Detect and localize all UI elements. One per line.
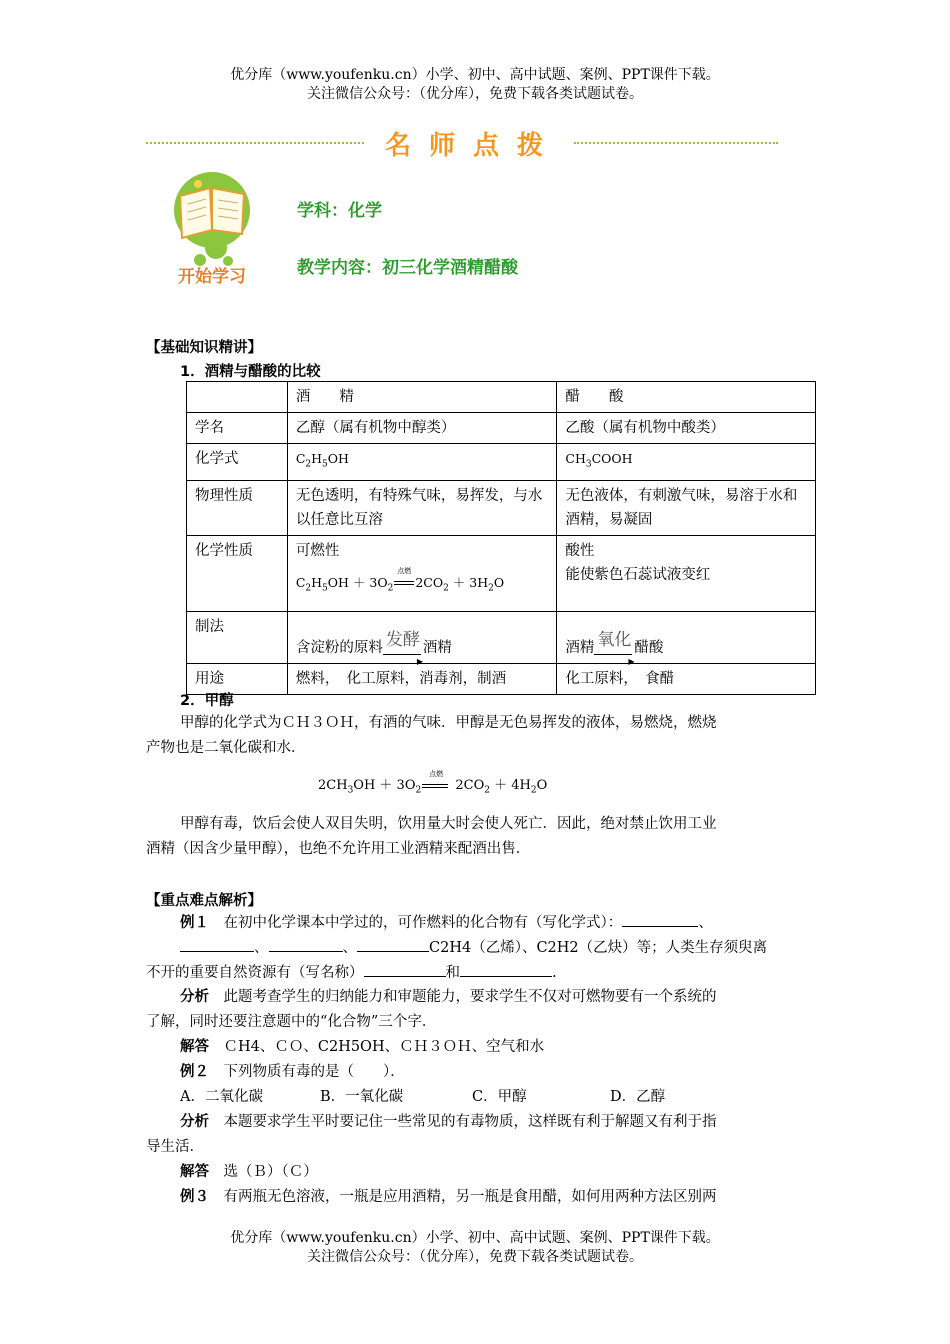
table-row bbox=[187, 382, 816, 413]
start-learning-logo bbox=[160, 168, 270, 286]
table-cell: 化工原料， 食醋 bbox=[557, 663, 816, 694]
analysis-label: 分析 bbox=[180, 1114, 209, 1130]
methanol-paragraph-line2: 产物也是二氧化碳和水． bbox=[146, 740, 306, 756]
table-cell: 酒 精 bbox=[287, 382, 557, 413]
example2: 例２ 下列物质有毒的是（ ）． bbox=[180, 1064, 405, 1080]
example1-label: 例１ bbox=[180, 915, 209, 931]
analysis1-line1: 分析 此题考查学生的归纳能力和审题能力，要求学生不仅对可燃物要有一个系统的 bbox=[180, 989, 717, 1005]
example2-label: 例２ bbox=[180, 1064, 209, 1080]
table-cell bbox=[557, 535, 816, 611]
table-cell: 无色液体，有刺激气味，易溶于水和酒精，易凝固 bbox=[557, 480, 816, 535]
methanol-toxicity-line1: 甲醇有毒，饮后会使人双目失明，饮用量大时会使人死亡．因此，绝对禁止饮用工业 bbox=[180, 816, 717, 832]
banner-title: 名师点拨 bbox=[385, 131, 562, 161]
table-cell: 化学式 bbox=[187, 444, 288, 481]
answer-label: 解答 bbox=[180, 1164, 209, 1180]
answer-blank[interactable] bbox=[269, 935, 343, 952]
table-cell: 物理性质 bbox=[187, 480, 288, 535]
methanol-toxicity-line2: 酒精（因含少量甲醇），也绝不允许用工业酒精来配酒出售． bbox=[146, 841, 531, 857]
site-footer-line1: 优分库（www.youfenku.cn）小学、初中、高中试题、案例、PPT课件下载。 bbox=[230, 1230, 720, 1246]
reaction-arrow: 氧化 ▶ bbox=[594, 638, 634, 660]
table-cell: $CH_3COOH$ bbox=[557, 444, 816, 481]
reaction-arrow: 发酵 ▶ bbox=[383, 638, 423, 660]
alcohol-combustible: 可燃性 bbox=[295, 542, 340, 559]
option-d: D．乙醇 bbox=[610, 1089, 666, 1105]
analysis-label: 分析 bbox=[180, 989, 209, 1005]
acid-litmus: 能使紫色石蕊试液变红 bbox=[565, 566, 711, 583]
answer-blank[interactable] bbox=[622, 910, 698, 927]
table-cell: 醋 酸 bbox=[557, 382, 816, 413]
table-cell bbox=[287, 535, 557, 611]
table-cell: 燃料， 化工原料，消毒剂，制酒 bbox=[287, 663, 557, 694]
answer1: 解答 ＣH4、ＣＯ、C2H5OH、ＣＨ３ＯＨ、空气和水 bbox=[180, 1039, 545, 1055]
analysis2-line1: 分析 本题要求学生平时要记住一些常见的有毒物质，这样既有利于解题又有利于指 bbox=[180, 1114, 717, 1130]
banner-divider-right bbox=[574, 142, 778, 144]
option-c: C．甲醇 bbox=[472, 1089, 527, 1105]
subject-label: 学科：化学 bbox=[297, 201, 382, 221]
table-row bbox=[187, 444, 816, 481]
table-cell: 乙醇（属有机物中醇类） bbox=[287, 413, 557, 444]
methanol-paragraph-line1: 甲醇的化学式为ＣＨ３ＯＨ，有酒的气味．甲醇是无色易挥发的液体，易燃烧，燃烧 bbox=[180, 715, 717, 731]
answer-blank[interactable] bbox=[180, 935, 254, 952]
table-cell: $C_2H_5OH$ bbox=[287, 444, 557, 481]
ethanol-combustion-equation: $C_2H_5OH + 3O_2$ 点燃 $2CO_2 + 3H_2O$ bbox=[295, 567, 505, 593]
table-cell: 化学性质 bbox=[187, 535, 288, 611]
example3: 例３ 有两瓶无色溶液，一瓶是应用酒精，另一瓶是食用醋，如何用两种方法区别两 bbox=[180, 1189, 717, 1205]
answer-label: 解答 bbox=[180, 1039, 209, 1055]
methanol-heading: 2．甲醇 bbox=[180, 693, 234, 709]
table-row bbox=[187, 611, 816, 663]
acid-property: 酸性 bbox=[565, 542, 595, 559]
table-cell: 制法 bbox=[187, 611, 288, 663]
acid-product: 醋酸 bbox=[634, 639, 664, 656]
example1-line1: 例１ 在初中化学课本中学过的，可作燃料的化合物有（写化学式）： 、 bbox=[180, 910, 713, 936]
content-label: 教学内容：初三化学酒精醋酸 bbox=[297, 258, 518, 278]
option-b: B．一氧化碳 bbox=[320, 1089, 404, 1105]
answer-blank[interactable] bbox=[460, 960, 552, 977]
answer-blank[interactable] bbox=[364, 960, 446, 977]
site-footer-line2: 关注微信公众号：（优分库），免费下载各类试题试卷。 bbox=[307, 1249, 643, 1265]
table-cell: 用途 bbox=[187, 663, 288, 694]
answer-blank[interactable] bbox=[357, 935, 429, 952]
analysis2-line2: 导生活． bbox=[146, 1139, 204, 1155]
table-cell bbox=[557, 611, 816, 666]
example1-line2: 、 、 C2H4（乙烯）、C2H2（乙炔）等；人类生存须臾离 bbox=[180, 935, 767, 961]
methanol-combustion-equation: $2CH_3OH + 3O_2$ 点燃 $2CO_2 + 4H_2O$ bbox=[318, 769, 548, 796]
table-cell bbox=[287, 611, 557, 666]
table-row bbox=[187, 413, 816, 444]
comparison-table bbox=[186, 381, 816, 695]
example3-label: 例３ bbox=[180, 1189, 209, 1205]
logo-text: 开始学习 bbox=[178, 267, 246, 287]
option-a: A．二氧化碳 bbox=[180, 1089, 263, 1105]
answer2: 解答 选（Ｂ）（Ｃ） bbox=[180, 1164, 318, 1180]
table-row bbox=[187, 535, 816, 611]
site-header-line1: 优分库（www.youfenku.cn）小学、初中、高中试题、案例、PPT课件下载。 bbox=[230, 67, 720, 83]
example1-line3: 不开的重要自然资源有（写名称） 和 . bbox=[146, 960, 557, 986]
table-row bbox=[187, 663, 816, 694]
banner-divider-left bbox=[146, 142, 364, 144]
reaction-condition: 点燃 bbox=[393, 576, 415, 590]
alcohol-raw-material: 含淀粉的原料 bbox=[295, 639, 383, 656]
table-cell: 学名 bbox=[187, 413, 288, 444]
section-key-points-title: 【重点难点解析】 bbox=[146, 893, 262, 909]
table-cell: 乙酸（属有机物中酸类） bbox=[557, 413, 816, 444]
table-cell bbox=[187, 382, 288, 413]
analysis1-line2: 了解，同时还要注意题中的“化合物”三个字． bbox=[146, 1014, 437, 1030]
comparison-heading: 1．酒精与醋酸的比较 bbox=[180, 364, 321, 380]
table-row bbox=[187, 480, 816, 535]
section-basic-title: 【基础知识精讲】 bbox=[146, 340, 262, 356]
acid-raw-material: 酒精 bbox=[565, 639, 595, 656]
reaction-condition: 点燃 bbox=[421, 779, 451, 793]
alcohol-product: 酒精 bbox=[422, 639, 452, 656]
site-header-line2: 关注微信公众号：（优分库），免费下载各类试题试卷。 bbox=[307, 86, 643, 102]
table-cell: 无色透明，有特殊气味，易挥发，与水以任意比互溶 bbox=[287, 480, 557, 535]
